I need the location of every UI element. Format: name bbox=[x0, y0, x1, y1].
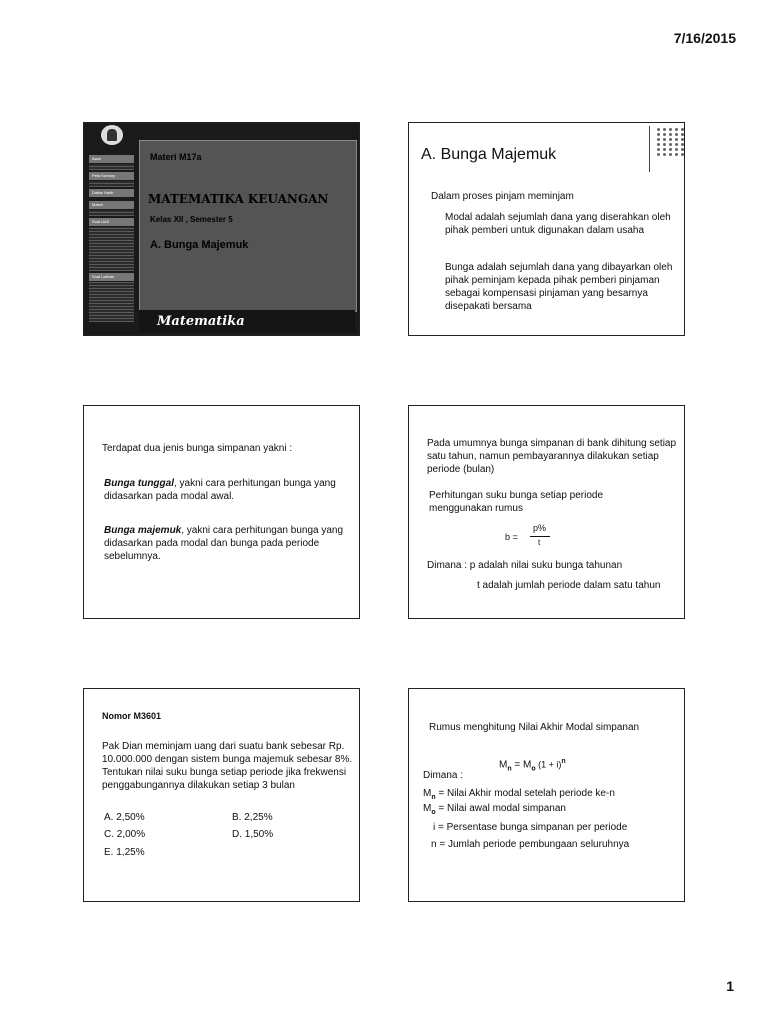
def-mo bbox=[423, 802, 566, 819]
formula-exp: n bbox=[561, 758, 566, 765]
sidebar-item-daftar[interactable]: Daftar Hadir bbox=[89, 189, 134, 197]
slide-4-p1: Pada umumnya bunga simpanan di bank dihitung setiap satu tahun, namun pembayarannya dilakukan setiap periode (bulan) bbox=[427, 438, 677, 475]
sidebar-item-soal-latihan[interactable]: Soal Latihan bbox=[89, 273, 134, 281]
slide-2-bunga-majemuk bbox=[408, 122, 685, 336]
slide-2-bunga-def: Bunga adalah sejumlah dana yang dibayarkan oleh pihak peminjam kepada pihak pemberi pinjaman sebagai kompensasi pinjaman yang besarnya disepakati bersama bbox=[445, 262, 673, 312]
def-n: n = Jumlah periode pembungaan seluruhnya bbox=[431, 839, 630, 850]
sidebar-divider bbox=[89, 164, 134, 170]
slide-5-soal bbox=[83, 688, 360, 902]
formula-sub-n: n bbox=[507, 765, 512, 773]
formula-lhs: b = bbox=[505, 532, 518, 542]
slide-1-panel bbox=[139, 140, 357, 312]
topic-label: A. Bunga Majemuk bbox=[150, 239, 249, 251]
sidebar-pattern bbox=[89, 282, 134, 322]
slide-4-p2: Perhitungan suku bunga setiap periode menggunakan rumus bbox=[429, 490, 604, 514]
formula-rest: (1 + i) bbox=[535, 759, 562, 770]
slide-sidebar bbox=[87, 151, 136, 329]
slide-6-dimana: Dimana : bbox=[423, 770, 464, 781]
def-mn-sym: M bbox=[423, 788, 432, 799]
slide-6-intro: Rumus menghitung Nilai Akhir Modal simpanan bbox=[429, 722, 640, 733]
slide-4-dimana-t: t adalah jumlah periode dalam satu tahun bbox=[477, 580, 661, 591]
emblem-icon bbox=[101, 125, 123, 145]
page-number: 1 bbox=[726, 978, 734, 994]
slide-2-intro: Dalam proses pinjam meminjam bbox=[431, 191, 574, 202]
formula-m: M bbox=[499, 759, 508, 771]
slide-6-nilai-akhir bbox=[408, 688, 685, 902]
def-mo-sub: o bbox=[431, 809, 436, 816]
def-mn-sub: n bbox=[431, 794, 436, 801]
bunga-tunggal-desc: , yakni cara perhitungan bunga yang didasarkan pada modal awal. bbox=[104, 478, 336, 502]
slide-divider-line bbox=[649, 126, 650, 172]
bunga-majemuk-desc: , yakni cara perhitungan bunga yang didasarkan pada modal dan bunga pada periode sebelumnya. bbox=[104, 525, 344, 562]
slide-4-suku-bunga bbox=[408, 405, 685, 619]
materi-label: Materi M17a bbox=[150, 152, 202, 162]
option-a[interactable]: A. 2,50% bbox=[104, 812, 145, 823]
sidebar-item-awal[interactable]: Awal bbox=[89, 155, 134, 163]
matematika-logo-text: Matematika bbox=[157, 314, 245, 329]
formula-numerator: p% bbox=[533, 523, 547, 533]
dots-decoration-icon bbox=[657, 128, 685, 156]
page-date: 7/16/2015 bbox=[673, 30, 736, 46]
formula-nilai-akhir bbox=[499, 755, 566, 775]
sidebar-pattern bbox=[89, 227, 134, 271]
slide-3-jenis-bunga bbox=[83, 405, 360, 619]
option-d[interactable]: D. 1,50% bbox=[232, 829, 274, 840]
def-i: i = Persentase bunga simpanan per periode bbox=[433, 822, 628, 833]
bunga-majemuk-term: Bunga majemuk bbox=[104, 525, 182, 536]
question-number: Nomor M3601 bbox=[102, 711, 162, 721]
slide-4-dimana-p: Dimana : p adalah nilai suku bunga tahunan bbox=[427, 560, 623, 571]
sidebar-item-soal-uas[interactable]: Soal UAS bbox=[89, 218, 134, 226]
sidebar-divider bbox=[89, 181, 134, 187]
slide-3-bunga-majemuk bbox=[104, 524, 344, 563]
slide-1-footer-bar bbox=[139, 310, 355, 332]
option-c[interactable]: C. 2,00% bbox=[104, 829, 146, 840]
slide-2-modal-def: Modal adalah sejumlah dana yang diserahkan oleh pihak pemberi untuk digunakan dalam usaha bbox=[445, 212, 671, 236]
formula-eq: = M bbox=[511, 759, 532, 771]
kelas-label: Kelas XII , Semester 5 bbox=[150, 215, 233, 224]
option-e[interactable]: E. 1,25% bbox=[104, 847, 145, 858]
slide-2-heading: A. Bunga Majemuk bbox=[421, 146, 557, 163]
bunga-tunggal-term: Bunga tunggal bbox=[104, 478, 174, 489]
sidebar-divider bbox=[89, 210, 134, 216]
question-text: Pak Dian meminjam uang dari suatu bank sebesar Rp. 10.000.000 dengan sistem bunga majemuk sebesar 8%. Tentukan nilai suku bunga setiap periode jika frekwensi penggabungannya dilakukan setiap 3 bulan bbox=[102, 741, 353, 791]
slide-3-bunga-tunggal bbox=[104, 477, 340, 503]
fraction-bar bbox=[530, 536, 550, 537]
slide-1-heading: MATEMATIKA KEUANGAN bbox=[148, 192, 329, 206]
formula-denominator: t bbox=[538, 538, 541, 547]
def-mo-sym: M bbox=[423, 803, 432, 814]
sidebar-item-materi[interactable]: Materi bbox=[89, 201, 134, 209]
slide-3-intro: Terdapat dua jenis bunga simpanan yakni : bbox=[102, 443, 293, 454]
def-mn-text: = Nilai Akhir modal setelah periode ke-n bbox=[435, 788, 615, 799]
def-mo-text: = Nilai awal modal simpanan bbox=[435, 803, 566, 814]
formula-sub-o: o bbox=[531, 765, 536, 773]
option-b[interactable]: B. 2,25% bbox=[232, 812, 273, 823]
slide-1-title bbox=[83, 122, 360, 336]
sidebar-item-peta[interactable]: Peta Konsep bbox=[89, 172, 134, 180]
